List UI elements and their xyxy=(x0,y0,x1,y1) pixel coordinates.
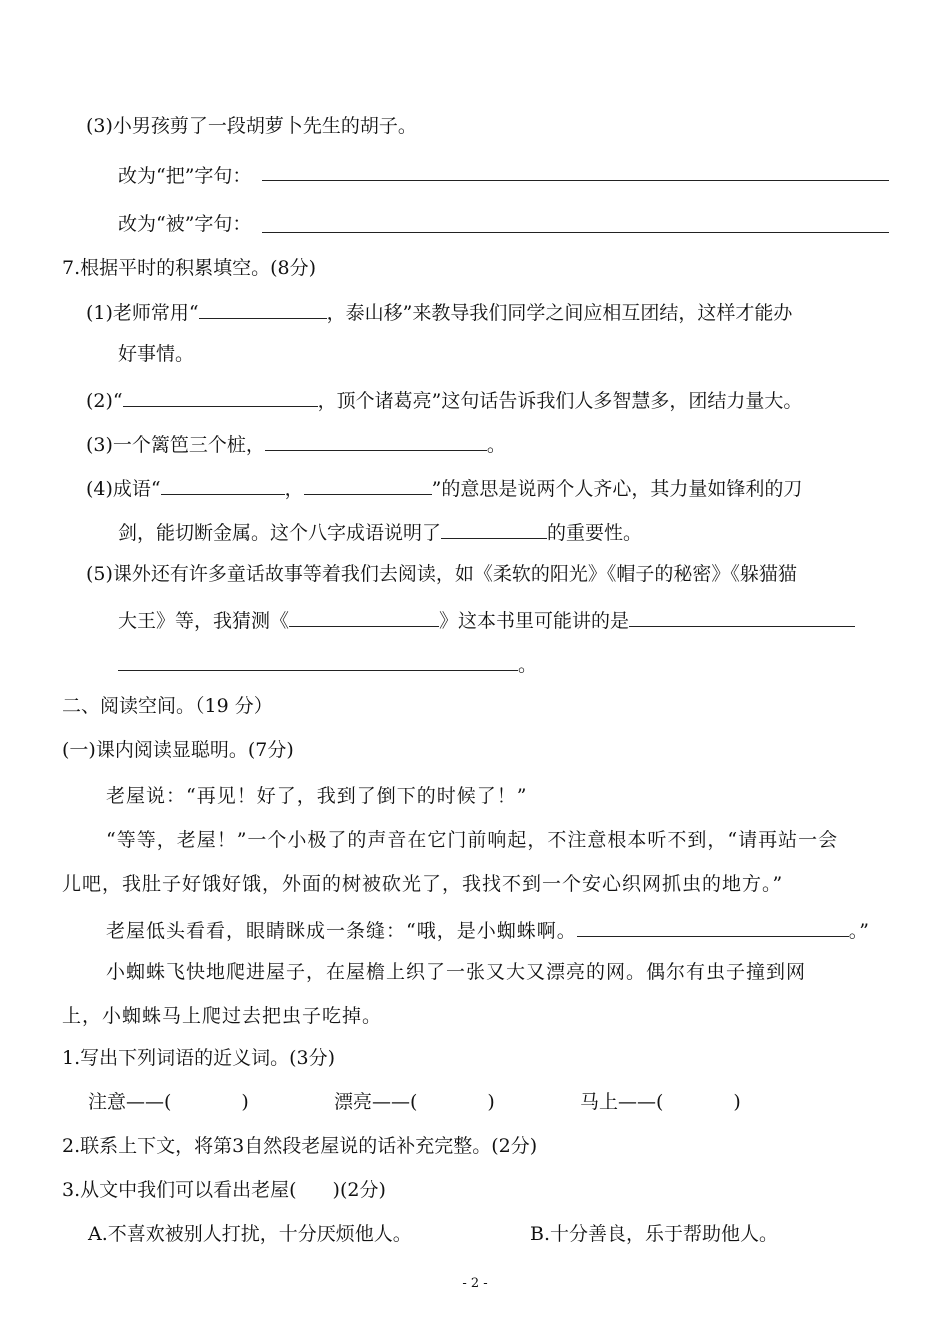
q7-2-blank[interactable] xyxy=(123,384,318,407)
q6-3-sentence: (3)小男孩剪了一段胡萝卜先生的胡子。 xyxy=(86,115,417,137)
question-1: 1.写出下列词语的近义词。(3分) xyxy=(62,1047,336,1069)
q7-3-blank[interactable] xyxy=(265,428,487,451)
passage-p2-line1: “等等，老屋！”一个小极了的声音在它门前响起，不注意根本听不到，“请再站一会 xyxy=(106,829,839,851)
synonym-3-label: 马上——( xyxy=(580,1091,664,1113)
q7-4-comma: ， xyxy=(284,478,304,500)
q7-5-text-b: 大王》等，我猜测《 xyxy=(118,610,290,632)
section-2-title: 二、阅读空间。（19 分） xyxy=(62,695,273,717)
q7-2-text-b: ，顶个诸葛亮”这句话告诉我们人多智慧多，团结力量大。 xyxy=(317,390,803,412)
q7-3-text-b: 。 xyxy=(486,434,506,456)
q7-item-4-cont xyxy=(118,516,642,547)
q7-1-text-b: ，泰山移”来教导我们同学之间应相互团结，这样才能办 xyxy=(326,302,793,324)
synonym-1-close: ) xyxy=(241,1091,249,1113)
q7-4-text-b: ”的意思是说两个人齐心，其力量如锋利的刀 xyxy=(431,478,803,500)
q7-title: 7.根据平时的积累填空。(8分) xyxy=(62,257,317,279)
passage-p1: 老屋说：“再见！好了，我到了倒下的时候了！” xyxy=(106,785,528,807)
question-3-score: )(2分) xyxy=(332,1179,386,1201)
q7-4-text-c: 剑，能切断金属。这个八字成语说明了 xyxy=(118,522,442,544)
q7-5-text-a: (5)课外还有许多童话故事等着我们去阅读，如《柔软的阳光》《帽子的秘密》《躲猫猫 xyxy=(86,563,797,585)
q7-item-5-end xyxy=(118,648,537,679)
q7-2-text-a: (2)“ xyxy=(86,390,123,412)
synonym-3 xyxy=(580,1088,741,1116)
option-b[interactable]: B.十分善良，乐于帮助他人。 xyxy=(530,1223,779,1245)
q7-5-blank-guess[interactable] xyxy=(629,604,855,627)
synonym-2 xyxy=(334,1088,495,1116)
question-3-text: 3.从文中我们可以看出老屋( xyxy=(62,1179,297,1201)
synonym-2-close: ) xyxy=(487,1091,495,1113)
q7-item-4 xyxy=(86,472,802,503)
q7-4-blank-1[interactable] xyxy=(161,472,285,495)
q7-item-1 xyxy=(86,296,792,327)
synonym-3-close: ) xyxy=(733,1091,741,1113)
q7-4-blank-3[interactable] xyxy=(441,516,547,539)
q7-4-text-d: 的重要性。 xyxy=(547,522,643,544)
q7-1-blank[interactable] xyxy=(199,296,327,319)
passage-p3-end: 。” xyxy=(848,920,870,942)
ba-label: 改为“把”字句： xyxy=(118,165,252,187)
q7-5-blank-title[interactable] xyxy=(289,604,439,627)
passage-p3-text: 老屋低头看看，眼睛眯成一条缝：“哦，是小蜘蛛啊。 xyxy=(106,920,577,942)
synonym-2-label: 漂亮——( xyxy=(334,1091,418,1113)
q7-4-text-a: (4)成语“ xyxy=(86,478,161,500)
passage-p3 xyxy=(106,914,870,945)
q7-item-3 xyxy=(86,428,506,459)
q7-item-5-cont xyxy=(118,604,855,635)
q7-5-end: 。 xyxy=(518,654,538,676)
question-2: 2.联系上下文，将第3自然段老屋说的话补充完整。(2分) xyxy=(62,1135,538,1157)
passage-p3-blank[interactable] xyxy=(577,914,849,937)
q7-1-text-a: (1)老师常用“ xyxy=(86,302,199,324)
q7-4-blank-2[interactable] xyxy=(304,472,432,495)
passage-p4-line2: 上，小蜘蛛马上爬过去把虫子吃掉。 xyxy=(62,1005,383,1027)
bei-label: 改为“被”字句： xyxy=(118,213,252,235)
synonym-1 xyxy=(88,1088,249,1116)
question-3 xyxy=(62,1176,386,1204)
option-a[interactable]: A.不喜欢被别人打扰，十分厌烦他人。 xyxy=(88,1223,412,1245)
passage-p2-line2: 儿吧，我肚子好饿好饿，外面的树被砍光了，我找不到一个安心织网抓虫的地方。” xyxy=(62,873,784,895)
passage-p4-line1: 小蜘蛛飞快地爬进屋子，在屋檐上织了一张又大又漂亮的网。偶尔有虫子撞到网 xyxy=(106,961,807,983)
synonym-1-label: 注意——( xyxy=(88,1091,172,1113)
q7-item-2 xyxy=(86,384,802,415)
reading-1-title: (一)课内阅读显聪明。(7分) xyxy=(62,739,294,761)
ba-answer-line[interactable] xyxy=(262,180,889,181)
q7-5-blank-guess-cont[interactable] xyxy=(118,648,518,671)
q7-1-text-c: 好事情。 xyxy=(118,343,195,365)
bei-answer-line[interactable] xyxy=(262,232,889,233)
q7-3-text-a: (3)一个篱笆三个桩， xyxy=(86,434,265,456)
q7-5-text-c: 》这本书里可能讲的是 xyxy=(439,610,630,632)
page-number: - 2 - xyxy=(462,1276,488,1291)
